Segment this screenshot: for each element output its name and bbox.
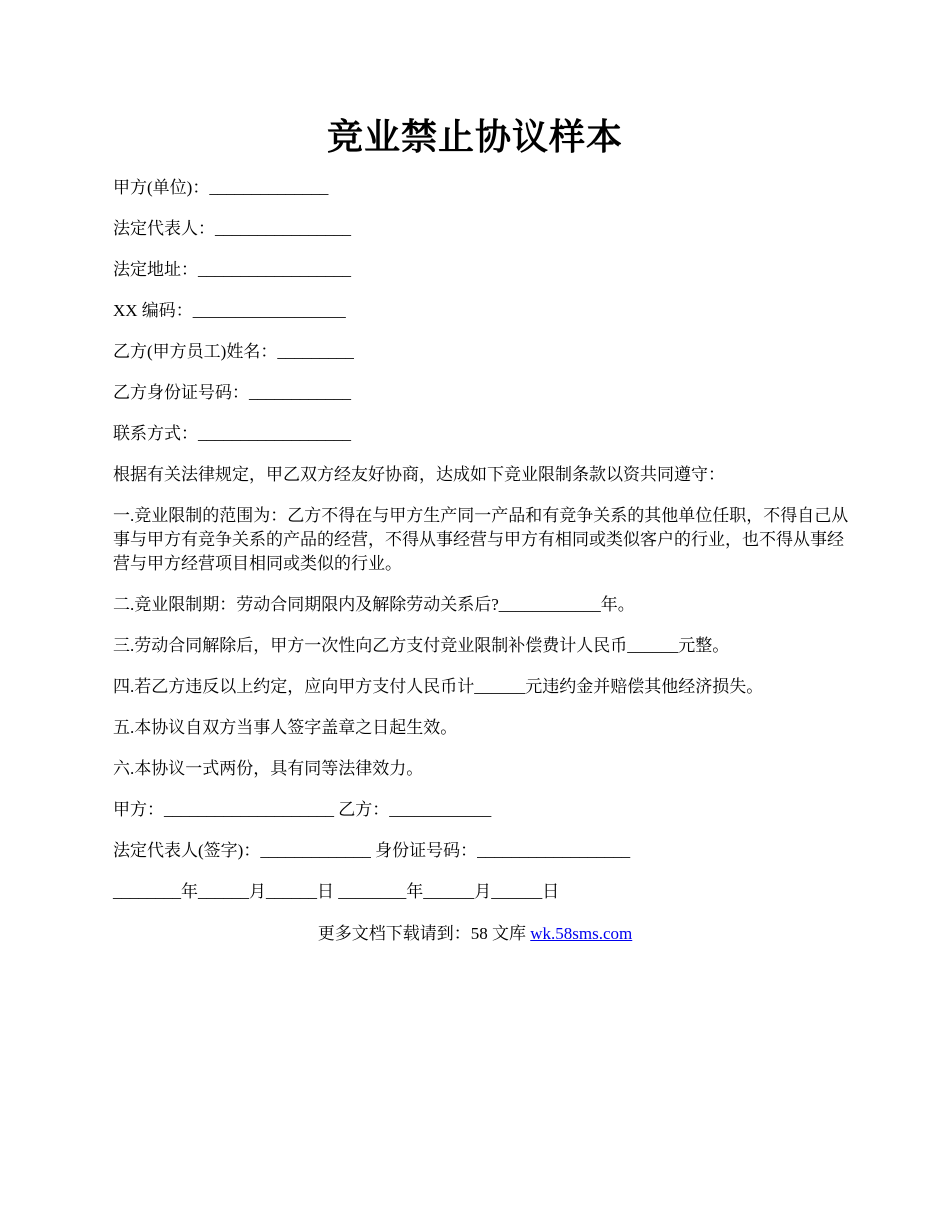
clause-5: 五.本协议自双方当事人签字盖章之日起生效。: [113, 718, 458, 737]
footer-prefix: 更多文档下载请到：58 文库: [317, 924, 531, 943]
field-party-a-unit: 甲方(单位)：______________: [113, 178, 329, 197]
field-party-b-name: 乙方(甲方员工)姓名：_________: [113, 342, 354, 361]
clause-3: 三.劳动合同解除后，甲方一次性向乙方支付竞业限制补偿费计人民币______元整。: [113, 636, 730, 655]
footer-download-note: [0, 922, 950, 946]
field-xx-code: XX 编码：__________________: [113, 301, 346, 320]
clause-2: 二.竞业限制期：劳动合同期限内及解除劳动关系后?____________年。: [113, 595, 635, 614]
field-party-b-id-number: 乙方身份证号码：____________: [113, 383, 351, 402]
document-title: 竞业禁止协议样本: [326, 117, 623, 157]
field-legal-representative: 法定代表人：________________: [113, 219, 351, 238]
clause-1: 一.竞业限制的范围为：乙方不得在与甲方生产同一产品和有竞争关系的其他单位任职，不得自己从事与甲方有竞争关系的产品的经营，不得从事经营与甲方有相同或类似客户的行业，也不得从事经营与甲方经营项目相同或类似的行业。: [113, 506, 849, 573]
signature-representative-id: 法定代表人(签字)：_____________ 身份证号码：__________________: [113, 841, 631, 860]
clause-6: 六.本协议一式两份，具有同等法律效力。: [113, 759, 424, 778]
clause-4: 四.若乙方违反以上约定，应向甲方支付人民币计______元违约金并赔偿其他经济损失。: [113, 677, 764, 696]
field-contact: 联系方式：__________________: [113, 424, 351, 443]
document-body: [113, 176, 853, 921]
intro-paragraph: 根据有关法律规定，甲乙双方经友好协商，达成如下竞业限制条款以资共同遵守：: [113, 465, 725, 484]
signature-dates: ________年______月______日 ________年______月______日: [113, 882, 560, 901]
footer-link[interactable]: wk.58sms.com: [530, 924, 633, 943]
field-legal-address: 法定地址：__________________: [113, 260, 351, 279]
signature-parties: 甲方：____________________ 乙方：____________: [113, 800, 492, 819]
